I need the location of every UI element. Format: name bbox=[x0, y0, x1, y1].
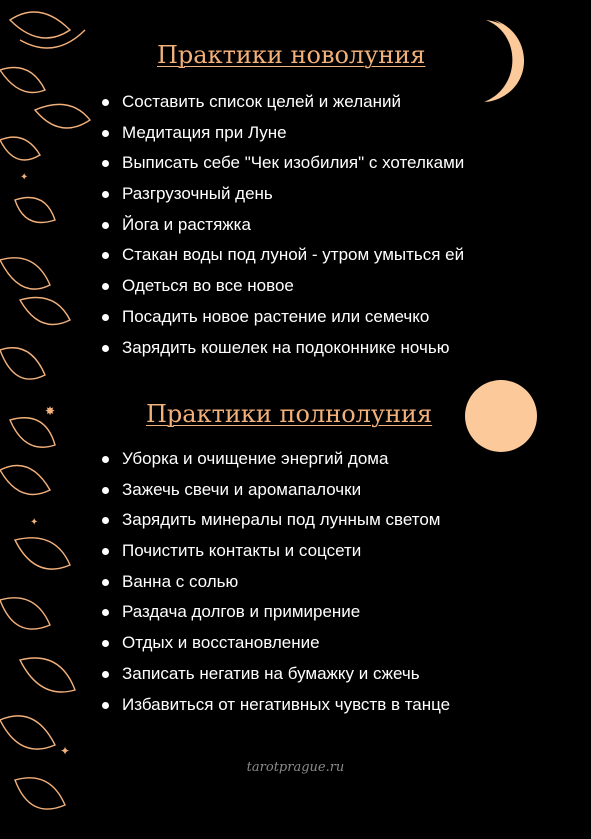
list-item: Одеться во все новое bbox=[100, 271, 464, 302]
full-moon-icon bbox=[465, 380, 537, 452]
list-item: Стакан воды под луной - утром умыться ей bbox=[100, 240, 464, 271]
list-item: Раздача долгов и примирение bbox=[100, 597, 450, 628]
full-moon-list bbox=[100, 444, 450, 720]
svg-text:✸: ✸ bbox=[45, 404, 56, 418]
list-item: Посадить новое растение или семечко bbox=[100, 302, 464, 333]
svg-text:✦: ✦ bbox=[30, 517, 39, 528]
list-item: Почистить контакты и соцсети bbox=[100, 536, 450, 567]
list-item: Разгрузочный день bbox=[100, 179, 464, 210]
new-moon-title: Практики новолуния bbox=[157, 41, 426, 69]
list-item: Зарядить минералы под лунным светом bbox=[100, 505, 450, 536]
list-item: Ванна с солью bbox=[100, 567, 450, 598]
footer-site: tarotprague.ru bbox=[246, 760, 345, 775]
list-item: Зажечь свечи и аромапалочки bbox=[100, 475, 450, 506]
svg-text:✦: ✦ bbox=[20, 172, 29, 183]
list-item: Записать негатив на бумажку и сжечь bbox=[100, 659, 450, 690]
list-item: Йога и растяжка bbox=[100, 210, 464, 241]
list-item: Зарядить кошелек на подоконнике ночью bbox=[100, 333, 464, 364]
list-item: Выписать себе "Чек изобилия" с хотелками bbox=[100, 148, 464, 179]
list-item: Избавиться от негативных чувств в танце bbox=[100, 690, 450, 721]
full-moon-title: Практики полнолуния bbox=[146, 400, 433, 428]
crescent-moon-icon bbox=[476, 16, 540, 106]
new-moon-list bbox=[100, 87, 464, 363]
list-item: Медитация при Луне bbox=[100, 118, 464, 149]
list-item: Отдых и восстановление bbox=[100, 628, 450, 659]
list-item: Уборка и очищение энергий дома bbox=[100, 444, 450, 475]
svg-text:✦: ✦ bbox=[60, 744, 71, 758]
list-item: Составить список целей и желаний bbox=[100, 87, 464, 118]
